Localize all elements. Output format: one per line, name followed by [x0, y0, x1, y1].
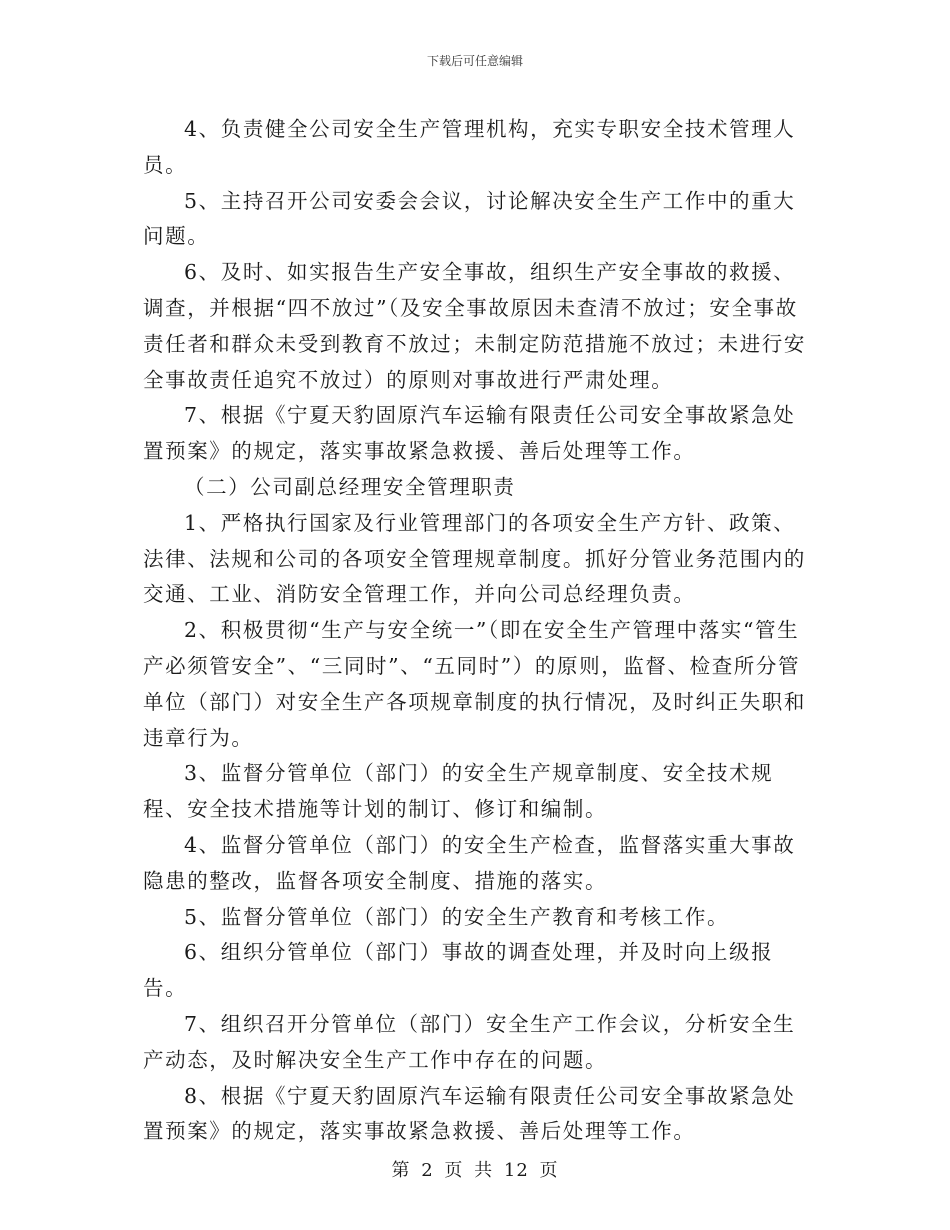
paragraph-item-7: 7、根据《宁夏天豹固原汽车运输有限责任公司安全事故紧急处置预案》的规定，落实事故紧急救援、善后处理等工作。 — [143, 403, 796, 464]
paragraph-duty-5: 5、监督分管单位（部门）的安全生产教育和考核工作。 — [184, 904, 730, 929]
page-footer — [0, 1156, 950, 1182]
section-heading: （二）公司副总经理安全管理职责 — [184, 474, 516, 499]
paragraph-duty-2: 2、积极贯彻“生产与安全统一”（即在安全生产管理中落实“管生产必须管安全”、“三同时”、“五同时”）的原则，监督、检查所分管单位（部门）对安全生产各项规章制度的执行情况，及时纠正失职和违章行为。 — [143, 618, 806, 750]
paragraph-duty-3: 3、监督分管单位（部门）的安全生产规章制度、安全技术规程、安全技术措施等计划的制订、修订和编制。 — [143, 761, 774, 822]
paragraph-duty-6: 6、组织分管单位（部门）事故的调查处理，并及时向上级报告。 — [143, 940, 774, 1001]
footer-mid: 页 — [444, 1160, 464, 1181]
paragraph-duty-7: 7、组织召开分管单位（部门）安全生产工作会议，分析安全生产动态，及时解决安全生产工作中存在的问题。 — [143, 1011, 796, 1072]
footer-suffix: 页 — [539, 1160, 559, 1181]
paragraph-duty-4: 4、监督分管单位（部门）的安全生产检查，监督落实重大事故隐患的整改，监督各项安全制度、措施的落实。 — [143, 832, 796, 893]
page-header: 下载后可任意编辑 — [426, 54, 523, 68]
paragraph-item-4: 4、负责健全公司安全生产管理机构，充实专职安全技术管理人员。 — [143, 117, 796, 177]
footer-current-page: 2 — [421, 1160, 434, 1181]
document-body — [143, 112, 815, 1150]
paragraph-item-5: 5、主持召开公司安委会会议，讨论解决安全生产工作中的重大问题。 — [143, 188, 796, 249]
paragraph-item-6: 6、及时、如实报告生产安全事故，组织生产安全事故的救援、调查，并根据“四不放过”（及安全事故原因未查清不放过；安全事故责任者和群众未受到教育不放过；未制定防范措施不放过；未进行安全事故责任追究不放过）的原则对事故进行严肃处理。 — [143, 260, 806, 392]
footer-total-label: 共 — [474, 1160, 494, 1181]
footer-prefix: 第 — [391, 1160, 411, 1181]
paragraph-duty-8: 8、根据《宁夏天豹固原汽车运输有限责任公司安全事故紧急处置预案》的规定，落实事故紧急救援、善后处理等工作。 — [143, 1083, 796, 1144]
footer-total-pages: 12 — [503, 1160, 529, 1181]
paragraph-duty-1: 1、严格执行国家及行业管理部门的各项安全生产方针、政策、法律、法规和公司的各项安全管理规章制度。抓好分管业务范围内的交通、工业、消防安全管理工作，并向公司总经理负责。 — [143, 510, 806, 607]
